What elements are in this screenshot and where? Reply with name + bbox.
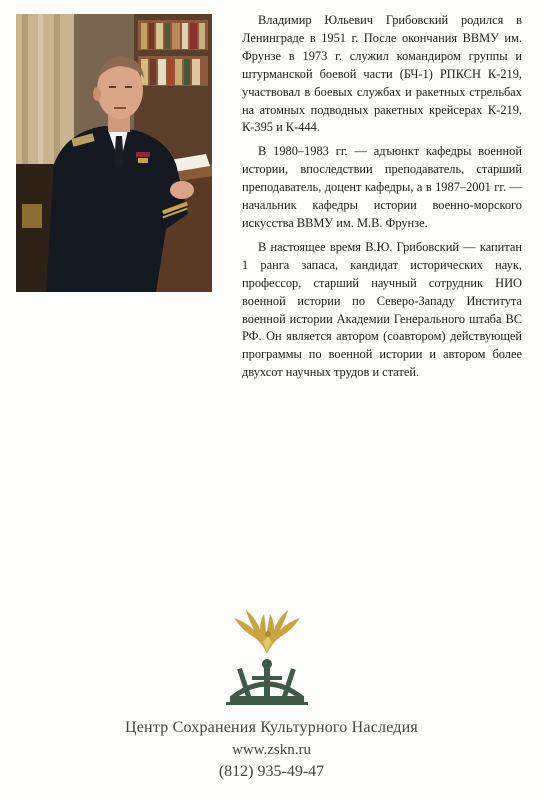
publisher-website[interactable]: www.zskn.ru xyxy=(231,742,311,758)
bio-paragraph: В настоящее время В.Ю. Грибовский — капитан 1 ранга запаса, кандидат исторических наук, профессор, старший научный сотрудник НИО военной истории по Северо-Западу Института военной истории Академии Генерального штаба ВС РФ. Он является автором (соавтором) действующей программы по военной истории и автором более двухсот научных трудов и статей. xyxy=(242,239,522,380)
bio-paragraph: Владимир Юльевич Грибовский родился в Ленинграде в 1951 г. После окончания ВВМУ им. Фрунзе в 1973 г. служил командиром группы и штурманской боевой части (БЧ-1) РПКСН К-219, участвовал в боевых службах и ракетных стрельбах на атомных подводных ракетных крейсерах К-219, К-395 и К-444. xyxy=(242,13,522,135)
portrait-photo xyxy=(16,14,212,292)
bird-and-bridge-logo-icon xyxy=(222,606,312,712)
bio-paragraph: В 1980–1983 гг. — адъюнкт кафедры военной истории, впоследствии преподаватель, старший преподаватель, доцент кафедры, а в 1987–2001 гг. — начальник кафедры истории военно-морского искусства ВВМУ им. М.В. Фрунзе. xyxy=(242,144,522,230)
publisher-logo xyxy=(222,606,312,712)
publisher-phone: (812) 935-49-47 xyxy=(218,763,325,780)
publisher-name: Центр Сохранения Культурного Наследия xyxy=(125,719,418,736)
author-portrait-photo xyxy=(16,14,212,292)
author-biography xyxy=(242,12,522,388)
